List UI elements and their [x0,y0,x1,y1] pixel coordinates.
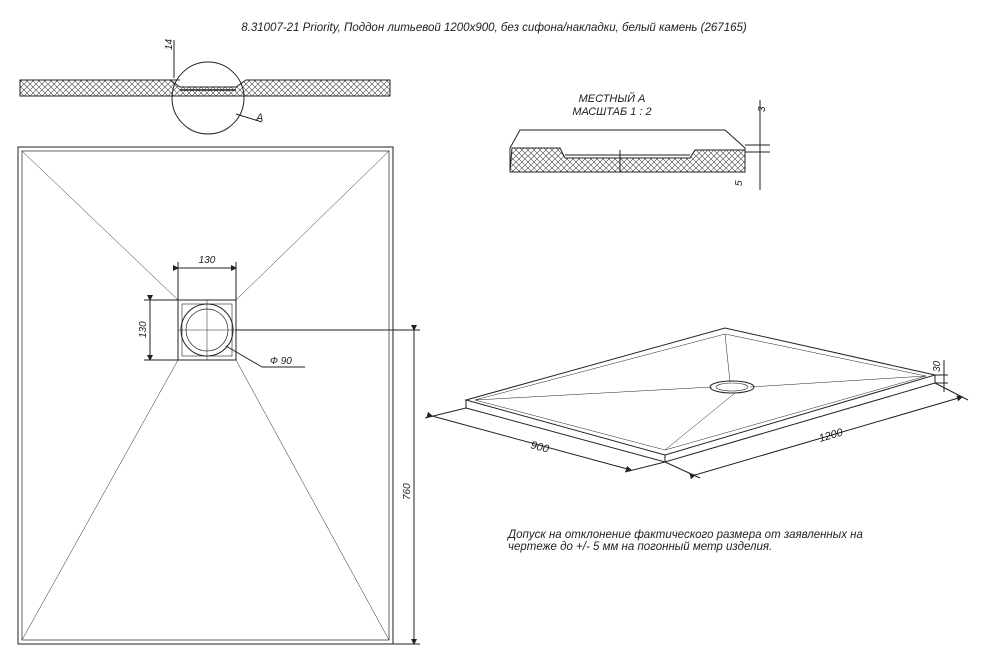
thickness-dim: 14 [164,38,175,50]
section-view [20,40,390,134]
detail-callout-circle [172,62,244,134]
detail-callout-letter: A [256,112,264,124]
iso-length-dim: 1200 [817,426,845,445]
tolerance-note-line2: чертеже до +/- 5 мм на погонный метр изделия. [508,541,773,553]
detail-top-dim: 3 [757,106,768,112]
isometric-view [425,328,968,478]
detail-label: МЕСТНЫЙ А [578,93,646,105]
iso-width-dim: 900 [529,439,551,456]
tolerance-note [508,529,928,553]
drain-offset-dim: 760 [402,483,413,500]
detail-scale: МАСШТАБ 1 : 2 [572,106,652,118]
iso-height-dim: 30 [932,360,943,372]
drain-width-dim: 130 [198,255,216,266]
tolerance-note-line1: Допуск на отклонение фактического размера от заявленных на [508,529,863,541]
plan-view [18,147,420,644]
drawing-title: 8.31007-21 Priority, Поддон литьевой 1200x900, без сифона/накладки, белый камень (267165) [241,22,747,34]
drain-height-dim: 130 [138,321,149,338]
detail-bottom-dim: 5 [734,180,745,186]
drain-diameter-dim: Ф 90 [270,356,292,367]
